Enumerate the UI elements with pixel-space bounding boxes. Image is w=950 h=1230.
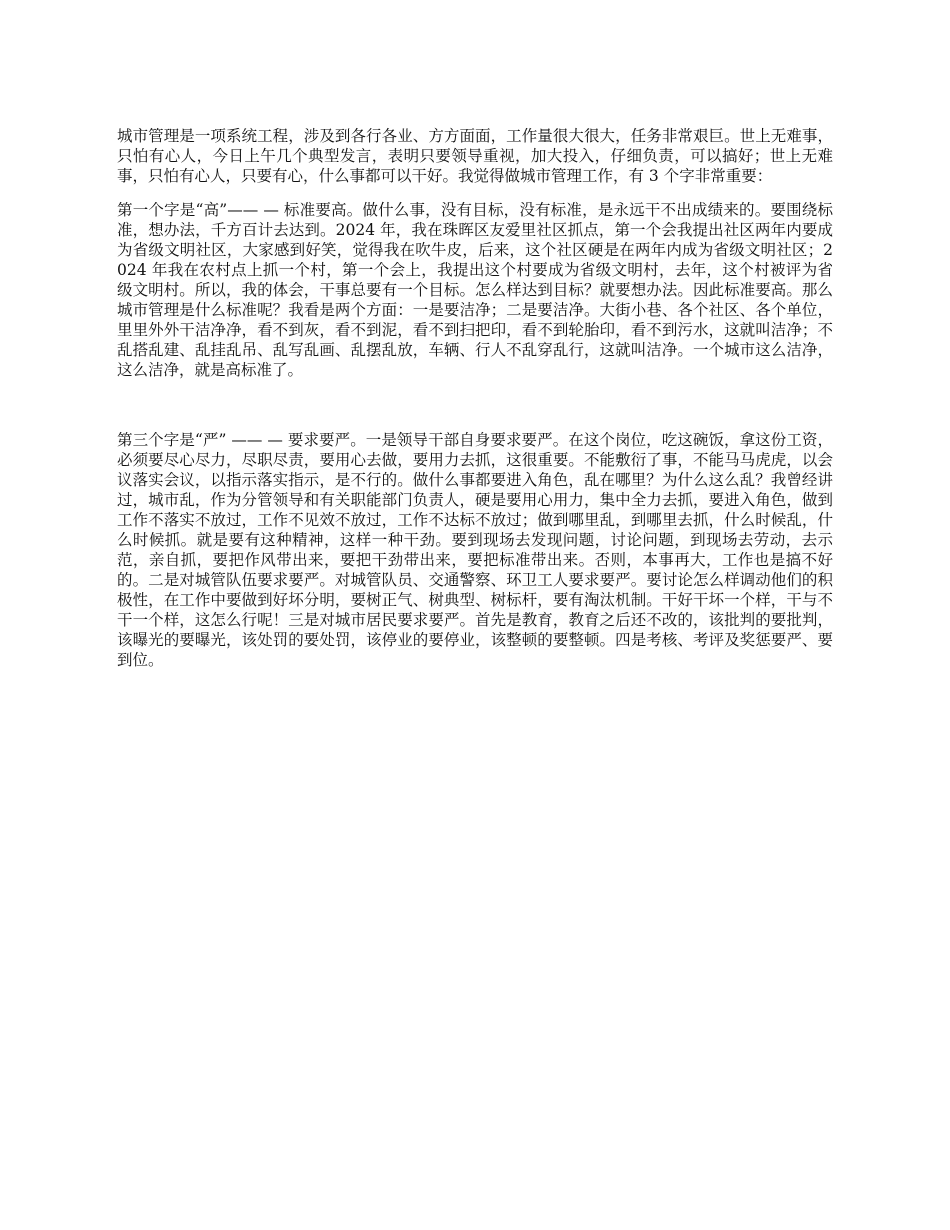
section-yan-paragraph: 第三个字是“严” —— — 要求要严。一是领导干部自身要求要严。在这个岗位，吃这碗饭，拿这份工资，必须要尽心尽力，尽职尽责，要用心去做，要用力去抓，这很重要。不能敷衍了事，不能马马虎虎，以会议落实会议，以指示落实指示，是不行的。做什么事都要进入角色，乱在哪里？为什么这么乱？我曾经讲过，城市乱，作为分管领导和有关职能部门负责人，硬是要用心用力，集中全力去抓，要进入角色，做到工作不落实不放过，工作不见效不放过，工作不达标不放过；做到哪里乱，到哪里去抓，什么时候乱，什么时候抓。就是要有这种精神，这样一种干劲。要到现场去发现问题，讨论问题，到现场去劳动，去示范，亲自抓，要把作风带出来，要把干劲带出来，要把标准带出来。否则，本事再大，工作也是搞不好的。二是对城管队伍要求要严。对城管队员、交通警察、环卫工人要求要严。要讨论怎么样调动他们的积极性，在工作中要做到好坏分明，要树正气、树典型、树标杆，要有淘汰机制。干好干坏一个样，干与不干一个样，这怎么行呢！三是对城市居民要求要严。首先是教育，教育之后还不改的，该批判的要批判，该曝光的要曝光，该处罚的要处罚，该停业的要停业，该整顿的要整顿。四是考核、考评及奖惩要严、要到位。 (117, 431, 833, 669)
intro-paragraph: 城市管理是一项系统工程，涉及到各行各业、方方面面，工作量很大很大，任务非常艰巨。世上无难事，只怕有心人，今日上午几个典型发言，表明只要领导重视，加大投入，仔细负责，可以搞好；世上无难事，只怕有心人，只要有心，什么事都可以干好。我觉得做城市管理工作，有 3 个字非常重要： (117, 127, 833, 185)
document-body (117, 126, 833, 670)
section-gao-paragraph: 第一个字是“高”—— — 标准要高。做什么事，没有目标，没有标准，是永远干不出成绩来的。要围绕标准，想办法，千方百计去达到。2024 年，我在珠晖区友爱里社区抓点，第一个会我提出社区两年内要成为省级文明社区，大家感到好笑，觉得我在吹牛皮，后来，这个社区硬是在两年内成为省级文明社区；2024 年我在农村点上抓一个村，第一个会上，我提出这个村要成为省级文明村，去年，这个村被评为省级文明村。所以，我的体会，干事总要有一个目标。怎么样达到目标？就要想办法。因此标准要高。那么城市管理是什么标准呢？我看是两个方面：一是要洁净；二是要洁净。大街小巷、各个社区、各个单位，里里外外干洁净净，看不到灰，看不到泥，看不到扫把印，看不到轮胎印，看不到污水，这就叫洁净；不乱搭乱建、乱挂乱吊、乱写乱画、乱摆乱放，车辆、行人不乱穿乱行，这就叫洁净。一个城市这么洁净，这么洁净，就是高标准了。 (117, 201, 833, 379)
